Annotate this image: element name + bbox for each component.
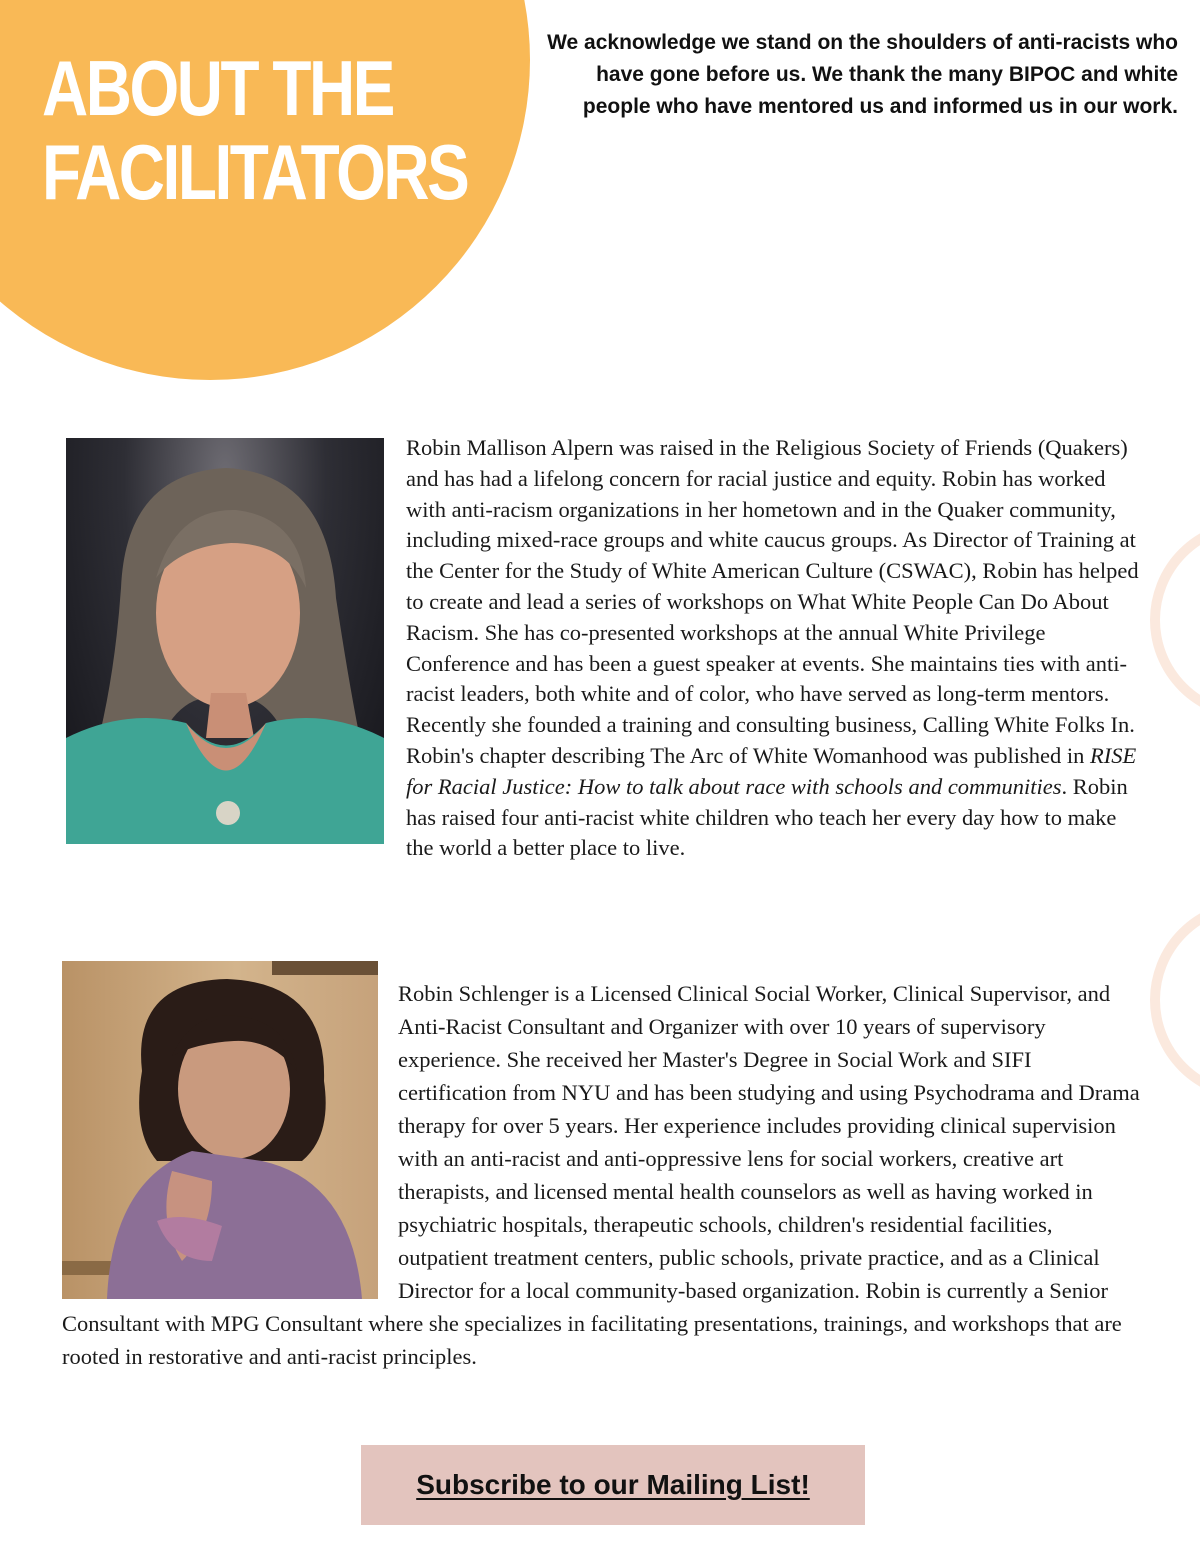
subscribe-link[interactable]: Subscribe to our Mailing List! bbox=[416, 1469, 810, 1500]
subscribe-button[interactable] bbox=[361, 1445, 865, 1525]
book-title: RISE for Racial Justice: How to talk about race with schools and communities bbox=[406, 742, 1137, 799]
facilitator-1-bio-text: Robin Mallison Alpern was raised in the Religious Society of Friends (Quakers) and has had a lifelong concern for racial justice and equity. Robin has worked with anti-racism organizations in her hometown and in the Quaker community, including mixed-race groups and white caucus groups. As Director of Training at the Center for the Study of White American Culture (CSWAC), Robin has helped to create and lead a series of workshops on What White People Can Do About Racism. She has co-presented workshops at the annual White Privilege Conference and has been a guest speaker at events. She maintains ties with anti-racist leaders, both white and of color, who have served as long-term mentors. Recently she founded a training and consulting business, Calling White Folks In. Robin's chapter describing The Arc of White Womanhood was published in bbox=[406, 435, 1139, 768]
decorative-arc-bottom bbox=[1150, 900, 1200, 1100]
facilitator-bio-1 bbox=[66, 433, 1146, 864]
facilitator-bio-2 bbox=[62, 977, 1142, 1373]
facilitator-1-bio-ending: . Robin has raised four anti-racist white children who teach her every day how to make the world a better place to live. bbox=[406, 773, 1128, 861]
page-title bbox=[42, 46, 467, 214]
facilitator-photo-2 bbox=[62, 961, 378, 1299]
facilitator-photo-1 bbox=[66, 438, 384, 844]
page-title-line-2: FACILITATORS bbox=[42, 128, 468, 216]
facilitator-2-bio-text: Robin Schlenger is a Licensed Clinical Social Worker, Clinical Supervisor, and Anti-Racist Consultant and Organizer with over 10 years of supervisory experience. She received her Master's Degree in Social Work and SIFI certification from NYU and has been studying and using Psychodrama and Drama therapy for over 5 years. Her experience includes providing clinical supervision with an anti-racist and anti-oppressive lens for social workers, creative art therapists, and licensed mental health counselors as well as having worked in psychiatric hospitals, therapeutic schools, children's residential facilities, outpatient treatment centers, public schools, private practice, and as a Clinical Director for a local community-based organization. Robin is currently a Senior Consultant with MPG Consultant where she specializes in facilitating presentations, trainings, and workshops that are rooted in restorative and anti-racist principles. bbox=[62, 981, 1140, 1369]
page-title-line-1: ABOUT THE bbox=[42, 44, 393, 132]
decorative-arc-top bbox=[1150, 520, 1200, 720]
acknowledgement-text: We acknowledge we stand on the shoulders of anti-racists who have gone before us. We thank the many BIPOC and white people who have mentored us and informed us in our work. bbox=[547, 31, 1178, 118]
